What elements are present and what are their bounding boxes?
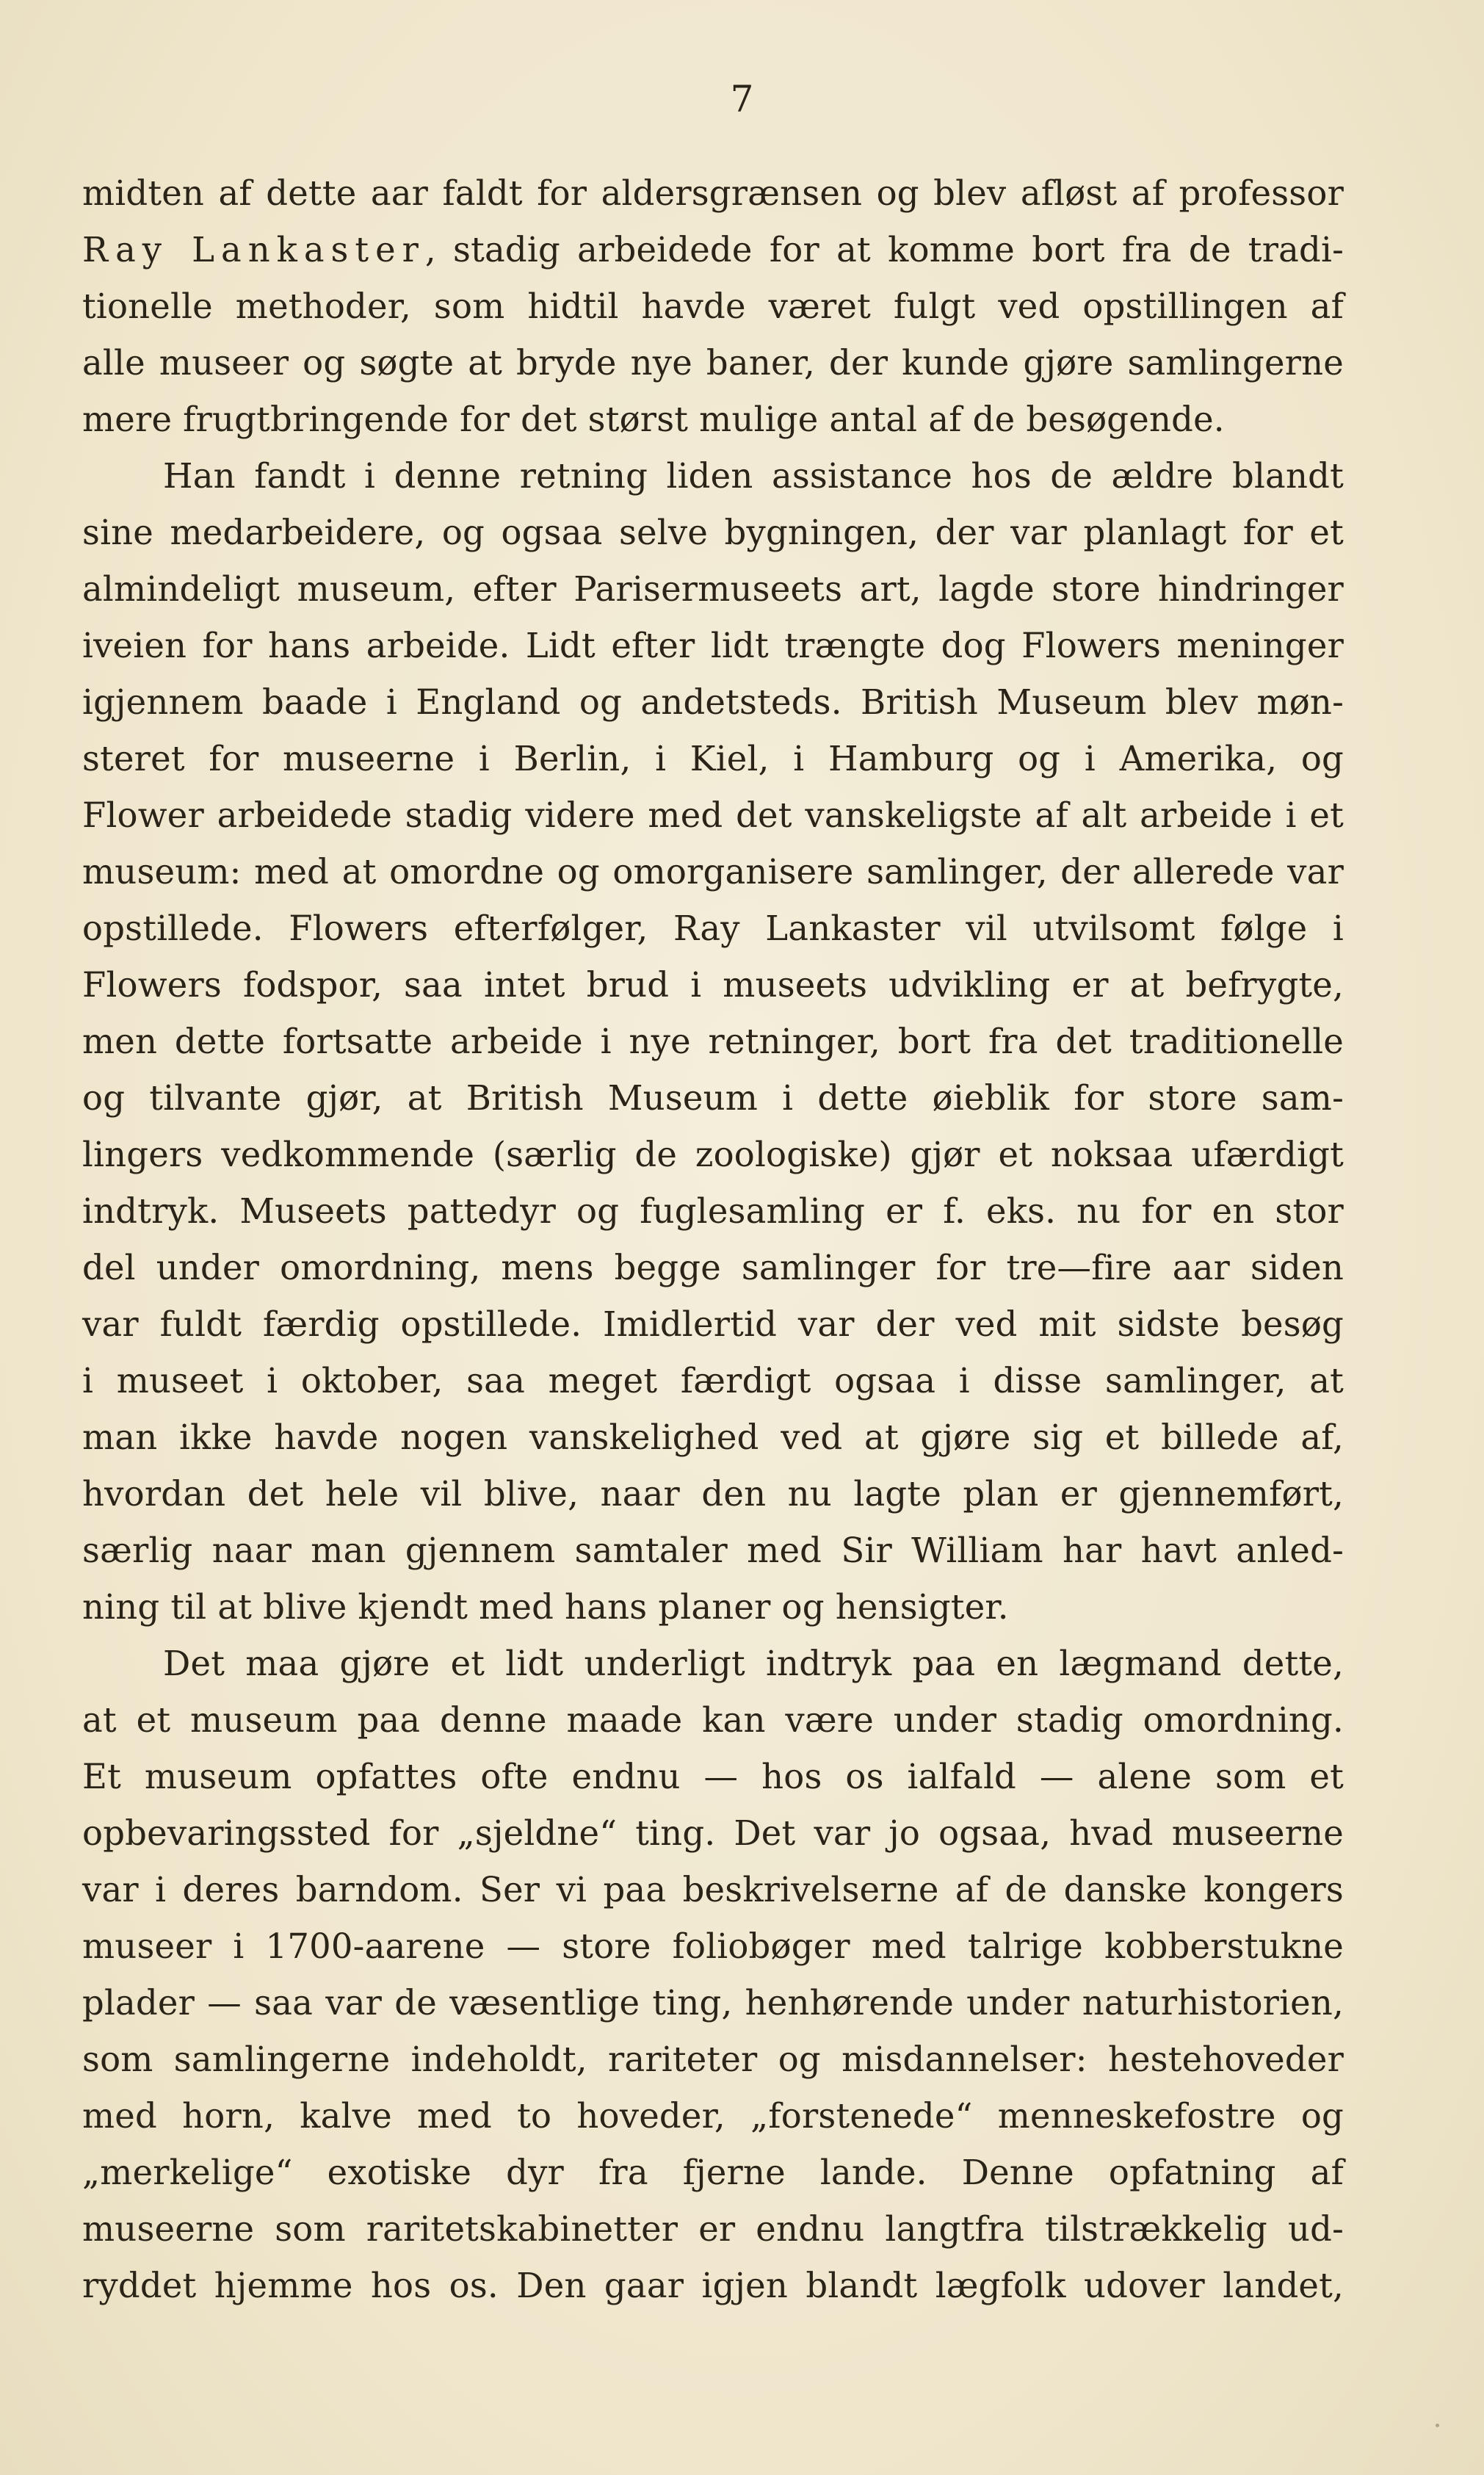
- text-line: alle museer og søgte at bryde nye baner, der kunde gjøre samlingerne: [82, 343, 1344, 383]
- name-emphasis: Ray Lankaster: [82, 230, 425, 270]
- text-line: plader — saa var de væsentlige ting, henhørende under naturhistorien,: [82, 1983, 1344, 2023]
- paper-speck: [1436, 2424, 1439, 2427]
- text-line: men dette fortsatte arbeide i nye retninger, bort fra det traditionelle: [82, 1022, 1344, 1061]
- text-line: midten af dette aar faldt for aldersgrænsen og blev afløst af professor: [82, 173, 1344, 213]
- text-line: museum: med at omordne og omorganisere samlinger, der allerede var: [82, 852, 1344, 892]
- line-rest: , stadig arbeidede for at komme bort fra de tradi-: [424, 230, 1344, 270]
- text-line: [82, 228, 1344, 272]
- text-line: opstillede. Flowers efterfølger, Ray Lankaster vil utvilsomt følge i: [82, 908, 1344, 948]
- text-line: opbevaringssted for „sjeldne“ ting. Det var jo ogsaa, hvad museerne: [82, 1813, 1344, 1853]
- text-line: sine medarbeidere, og ogsaa selve bygningen, der var planlagt for et: [82, 513, 1344, 552]
- text-line: museerne som raritetskabinetter er endnu langtfra tilstrækkelig ud-: [82, 2209, 1344, 2249]
- page-number: 7: [730, 78, 754, 120]
- text-line: almindeligt museum, efter Parisermuseets art, lagde store hindringer: [82, 569, 1344, 609]
- text-line: var i deres barndom. Ser vi paa beskrivelserne af de danske kongers: [82, 1870, 1344, 1909]
- text-line: ryddet hjemme hos os. Den gaar igjen blandt lægfolk udover landet,: [82, 2266, 1344, 2305]
- text-line: museer i 1700-aarene — store foliobøger med talrige kobberstukne: [82, 1926, 1344, 1966]
- text-line: og tilvante gjør, at British Museum i dette øieblik for store sam-: [82, 1078, 1344, 1118]
- text-line: iveien for hans arbeide. Lidt efter lidt trængte dog Flowers meninger: [82, 626, 1344, 665]
- text-line: særlig naar man gjennem samtaler med Sir William har havt anled-: [82, 1531, 1344, 1570]
- text-line: Det maa gjøre et lidt underligt indtryk paa en lægmand dette,: [163, 1644, 1344, 1683]
- text-line: del under omordning, mens begge samlinger for tre—fire aar siden: [82, 1248, 1344, 1287]
- text-line: Han fandt i denne retning liden assistance hos de ældre blandt: [163, 456, 1344, 496]
- text-line: ning til at blive kjendt med hans planer og hensigter.: [82, 1587, 1009, 1627]
- text-line: man ikke havde nogen vanskelighed ved at gjøre sig et billede af,: [82, 1417, 1344, 1457]
- text-line: mere frugtbringende for det størst mulige antal af de besøgende.: [82, 400, 1225, 439]
- text-line: Et museum opfattes ofte endnu — hos os ialfald — alene som et: [82, 1757, 1344, 1796]
- text-line: som samlingerne indeholdt, rariteter og misdannelser: hestehoveder: [82, 2039, 1344, 2079]
- text-line: indtryk. Museets pattedyr og fuglesamling er f. eks. nu for en stor: [82, 1191, 1344, 1231]
- text-line: igjennem baade i England og andetsteds. British Museum blev møn-: [82, 682, 1344, 722]
- text-line: lingers vedkommende (særlig de zoologiske) gjør et noksaa ufærdigt: [82, 1135, 1344, 1174]
- text-line: „merkelige“ exotiske dyr fra fjerne lande. Denne opfatning af: [82, 2153, 1344, 2192]
- text-line: tionelle methoder, som hidtil havde været fulgt ved opstillingen af: [82, 286, 1344, 326]
- text-line: var fuldt færdig opstillede. Imidlertid var der ved mit sidste besøg: [82, 1304, 1344, 1344]
- text-line: steret for museerne i Berlin, i Kiel, i Hamburg og i Amerika, og: [82, 739, 1344, 778]
- text-line: med horn, kalve med to hoveder, „forstenede“ menneskefostre og: [82, 2096, 1344, 2136]
- text-line: Flowers fodspor, saa intet brud i museets udvikling er at befrygte,: [82, 965, 1344, 1005]
- text-line: hvordan det hele vil blive, naar den nu lagte plan er gjennemført,: [82, 1474, 1344, 1514]
- text-line: i museet i oktober, saa meget færdigt ogsaa i disse samlinger, at: [82, 1361, 1344, 1401]
- text-line: at et museum paa denne maade kan være under stadig omordning.: [82, 1700, 1344, 1740]
- text-line: Flower arbeidede stadig videre med det vanskeligste af alt arbeide i et: [82, 795, 1344, 835]
